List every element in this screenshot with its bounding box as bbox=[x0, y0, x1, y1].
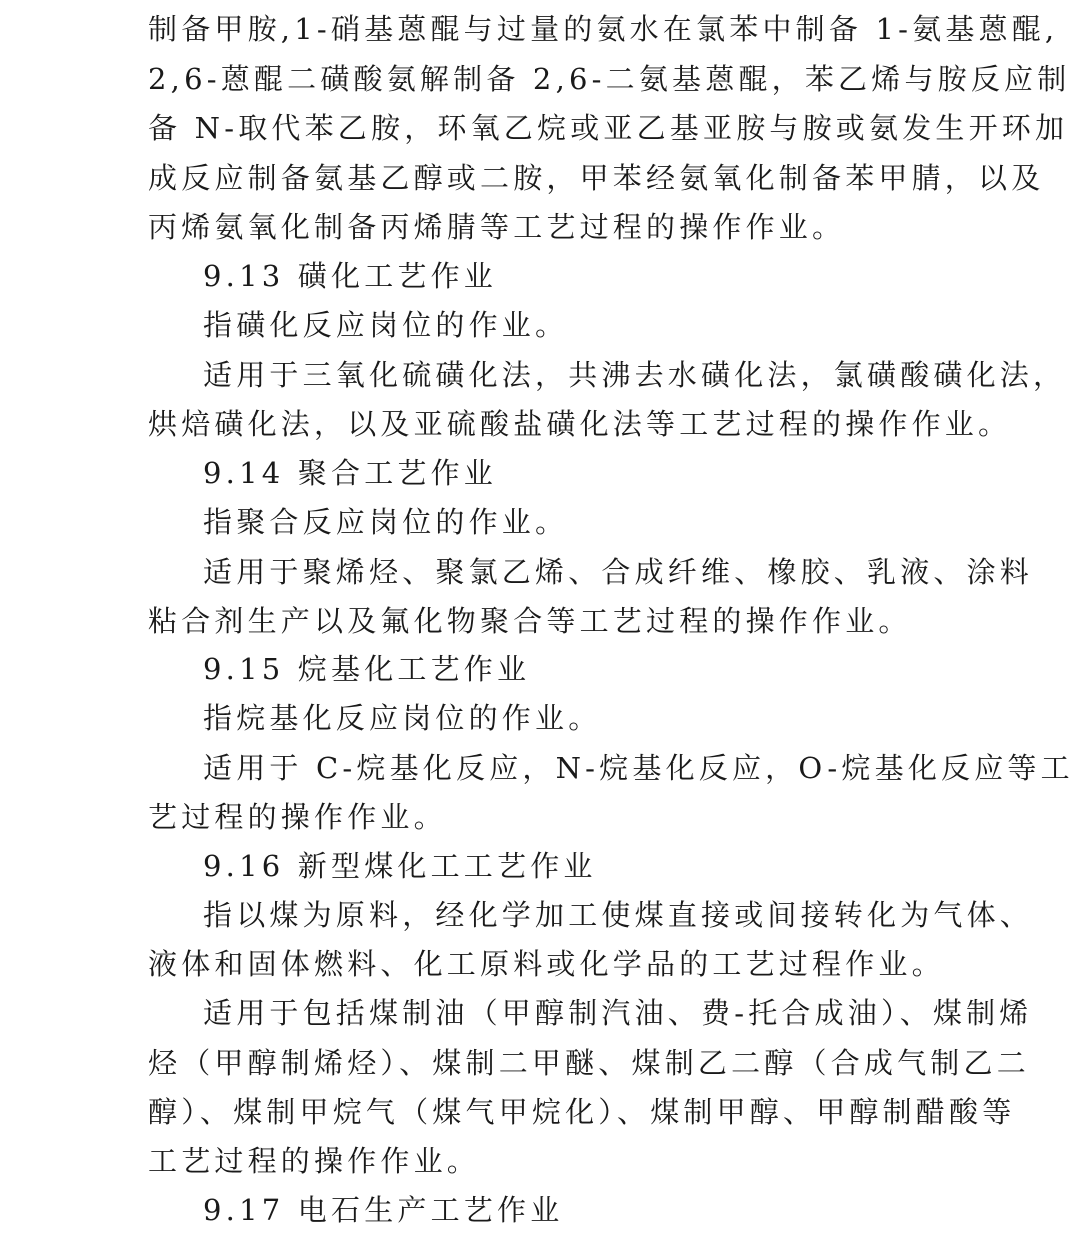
paragraph-line: 备 N-取代苯乙胺，环氧乙烷或亚乙基亚胺与胺或氨发生开环加 bbox=[148, 111, 1069, 145]
paragraph-line: 2,6-蒽醌二磺酸氨解制备 2,6-二氨基蒽醌，苯乙烯与胺反应制 bbox=[148, 62, 1071, 96]
section-heading-9-16: 9.16 新型煤化工工艺作业 bbox=[203, 849, 597, 883]
section-definition: 指以煤为原料，经化学加工使煤直接或间接转化为气体、 bbox=[203, 898, 1034, 932]
paragraph-line: 烃（甲醇制烯烃）、煤制二甲醚、煤制乙二醇（合成气制乙二 bbox=[148, 1046, 1030, 1080]
paragraph-line: 粘合剂生产以及氟化物聚合等工艺过程的操作作业。 bbox=[148, 604, 912, 638]
paragraph-line: 适用于包括煤制油（甲醇制汽油、费-托合成油）、煤制烯 bbox=[203, 996, 1033, 1030]
paragraph-line: 工艺过程的操作作业。 bbox=[148, 1144, 481, 1178]
paragraph-line: 适用于三氧化硫磺化法，共沸去水磺化法，氯磺酸磺化法， bbox=[203, 358, 1067, 392]
paragraph-line: 适用于 C-烷基化反应，N-烷基化反应，O-烷基化反应等工 bbox=[203, 751, 1074, 785]
paragraph-line: 艺过程的操作作业。 bbox=[148, 800, 447, 834]
paragraph-line: 制备甲胺,1-硝基蒽醌与过量的氨水在氯苯中制备 1-氨基蒽醌, bbox=[148, 12, 1059, 46]
section-definition: 指磺化反应岗位的作业。 bbox=[203, 308, 569, 342]
section-heading-9-14: 9.14 聚合工艺作业 bbox=[203, 456, 497, 490]
paragraph-line: 丙烯氨氧化制备丙烯腈等工艺过程的操作作业。 bbox=[148, 210, 846, 244]
section-definition: 指聚合反应岗位的作业。 bbox=[203, 505, 569, 539]
paragraph-line: 液体和固体燃料、化工原料或化学品的工艺过程作业。 bbox=[148, 947, 945, 981]
section-heading-9-17: 9.17 电石生产工艺作业 bbox=[203, 1193, 564, 1227]
section-heading-9-15: 9.15 烷基化工艺作业 bbox=[203, 652, 531, 686]
paragraph-line: 烘焙磺化法，以及亚硫酸盐磺化法等工艺过程的操作作业。 bbox=[148, 407, 1012, 441]
paragraph-line: 醇）、煤制甲烷气（煤气甲烷化）、煤制甲醇、甲醇制醋酸等 bbox=[148, 1095, 1016, 1129]
section-definition: 指烷基化反应岗位的作业。 bbox=[203, 701, 602, 735]
paragraph-line: 成反应制备氨基乙醇或二胺，甲苯经氨氧化制备苯甲腈，以及 bbox=[148, 161, 1045, 195]
paragraph-line: 适用于聚烯烃、聚氯乙烯、合成纤维、橡胶、乳液、涂料 bbox=[203, 555, 1034, 589]
section-heading-9-13: 9.13 磺化工艺作业 bbox=[203, 259, 497, 293]
